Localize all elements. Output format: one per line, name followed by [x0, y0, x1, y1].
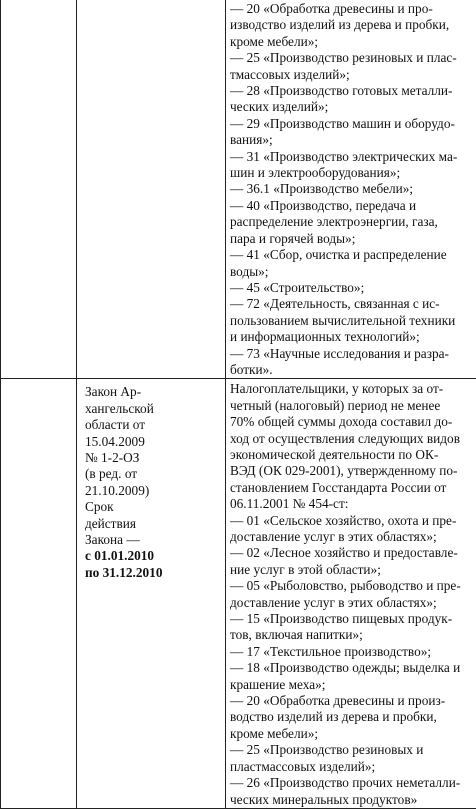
intro-text-line: ход от осуществления следующих видов — [230, 431, 473, 447]
list-item-line: пара и горячей воды»; — [230, 231, 473, 247]
law-text-line: Срок — [85, 499, 221, 515]
list-item — [230, 578, 473, 611]
table-cell-empty — [1, 0, 77, 379]
list-item — [230, 346, 473, 379]
list-item — [230, 149, 473, 182]
list-item — [230, 644, 473, 660]
activities-list — [230, 513, 473, 808]
list-item-line: ческих изделий»; — [230, 99, 473, 115]
list-item-line: ботки». — [230, 362, 473, 378]
intro-text-line: ВЭД (ОК 029-2001), утвержденному по- — [230, 463, 473, 479]
law-text-line: области от — [85, 417, 221, 433]
validity-to: по 31.12.2010 — [85, 565, 221, 581]
list-item-line: ние услуг в этой области»; — [230, 562, 473, 578]
law-text-line: (в ред. от — [85, 466, 221, 482]
law-reference — [77, 379, 225, 581]
list-item — [230, 693, 473, 742]
list-item — [230, 296, 473, 345]
list-item-line: тов, включая напитки»; — [230, 627, 473, 643]
list-item-line: распределение электроэнергии, газа, — [230, 214, 473, 230]
law-text-line: Закона — — [85, 532, 221, 548]
list-item — [230, 513, 473, 546]
list-item-line: — 25 «Производство резиновых и — [230, 742, 473, 758]
list-item — [230, 280, 473, 296]
list-item-line: ческих минеральных продуктов» — [230, 792, 473, 808]
law-text-line: 21.10.2009) — [85, 483, 221, 499]
list-item-line: — 02 «Лесное хозяйство и предоставле- — [230, 545, 473, 561]
law-text-line: хангельской — [85, 401, 221, 417]
intro-text-line: 70% общей суммы дохода составил до- — [230, 414, 473, 430]
list-item-line: доставление услуг в этих областях»; — [230, 595, 473, 611]
list-item-line: — 18 «Производство одежды; выделка и — [230, 660, 473, 676]
list-item-line: — 31 «Производство электрических ма- — [230, 149, 473, 165]
list-item-line: — 29 «Производство машин и оборудо- — [230, 116, 473, 132]
list-item-line: воды»; — [230, 264, 473, 280]
list-item — [230, 611, 473, 644]
list-item-line: изводство изделий из дерева и пробки, — [230, 17, 473, 33]
list-item — [230, 775, 473, 808]
list-item — [230, 50, 473, 83]
table-cell-law — [77, 379, 226, 809]
list-item-line: — 45 «Строительство»; — [230, 280, 473, 296]
list-item — [230, 116, 473, 149]
list-item-line: — 17 «Текстильное производство»; — [230, 644, 473, 660]
list-item-line: — 41 «Сбор, очистка и распределение — [230, 247, 473, 263]
table-cell-empty — [1, 379, 77, 809]
list-item-line: водство изделий из дерева и пробки, — [230, 709, 473, 725]
intro-text-line: 06.11.2001 № 454-ст: — [230, 496, 473, 512]
list-item-line: — 20 «Обработка древесины и произ- — [230, 693, 473, 709]
list-item — [230, 83, 473, 116]
list-item-line: тмассовых изделий»; — [230, 67, 473, 83]
intro-text-line: становлением Госстандарта России от — [230, 480, 473, 496]
law-text-line: № 1-2-ОЗ — [85, 450, 221, 466]
intro-text-line: четный (налоговый) период не менее — [230, 398, 473, 414]
table-cell-empty — [77, 0, 226, 379]
list-item-line: — 28 «Производство готовых металли- — [230, 83, 473, 99]
conditions-text — [226, 379, 476, 808]
list-item — [230, 181, 473, 197]
list-item-line: — 72 «Деятельность, связанная с ис- — [230, 296, 473, 312]
list-item-line: пользованием вычислительной техники — [230, 313, 473, 329]
list-item-line: пластмассовых изделий»; — [230, 759, 473, 775]
list-item-line: крашение меха»; — [230, 677, 473, 693]
law-text-line: действия — [85, 516, 221, 532]
list-item-line: и информационных технологий»; — [230, 329, 473, 345]
list-item-line: кроме мебели»; — [230, 34, 473, 50]
list-item-line: шин и электрооборудования»; — [230, 165, 473, 181]
intro-text-line: Налогоплательщики, у которых за от- — [230, 381, 473, 397]
activities-list-continued — [226, 0, 476, 378]
table-cell-activities-continued — [226, 0, 476, 379]
list-item — [230, 660, 473, 693]
list-item-line: — 40 «Производство, передача и — [230, 198, 473, 214]
table-row — [1, 379, 476, 809]
list-item-line: — 20 «Обработка древесины и про- — [230, 1, 473, 17]
list-item — [230, 742, 473, 775]
list-item-line: кроме мебели»; — [230, 726, 473, 742]
list-item-line: — 15 «Производство пищевых продук- — [230, 611, 473, 627]
intro-text-line: экономической деятельности по ОК- — [230, 447, 473, 463]
list-item-line: доставление услуг в этих областях»; — [230, 529, 473, 545]
list-item-line: — 36.1 «Производство мебели»; — [230, 181, 473, 197]
law-text — [85, 384, 221, 548]
list-item-line: — 73 «Научные исследования и разра- — [230, 346, 473, 362]
list-item — [230, 247, 473, 280]
law-text-line: 15.04.2009 — [85, 434, 221, 450]
list-item-line: — 26 «Производство прочих неметалли- — [230, 775, 473, 791]
law-text-line: Закон Ар- — [85, 384, 221, 400]
list-item-line: — 25 «Производство резиновых и плас- — [230, 50, 473, 66]
list-item — [230, 545, 473, 578]
list-item-line: вания»; — [230, 132, 473, 148]
list-item — [230, 198, 473, 247]
list-item — [230, 1, 473, 50]
conditions-intro — [230, 381, 473, 512]
table-row — [1, 0, 476, 379]
table-cell-conditions — [226, 379, 476, 809]
validity-from: с 01.01.2010 — [85, 548, 221, 564]
list-item-line: — 05 «Рыболовство, рыбоводство и пре- — [230, 578, 473, 594]
list-item-line: — 01 «Сельское хозяйство, охота и пре- — [230, 513, 473, 529]
